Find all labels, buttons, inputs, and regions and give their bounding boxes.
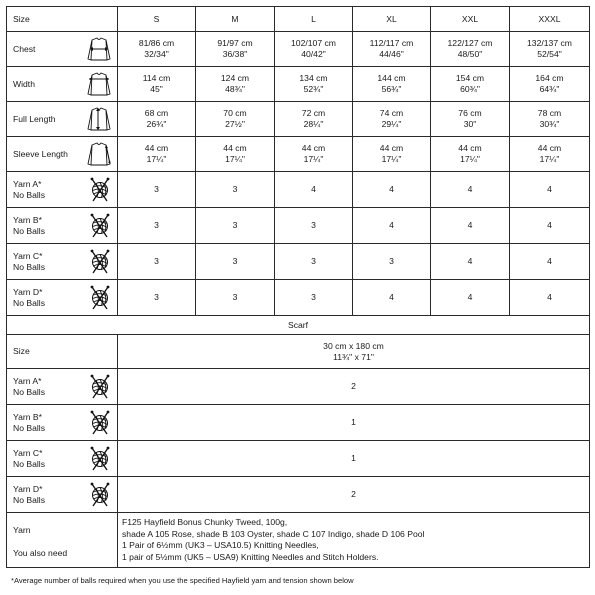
size-chart-table bbox=[6, 6, 590, 568]
size-header-label: Size bbox=[7, 7, 118, 32]
cell-xl bbox=[353, 102, 431, 137]
measure-row bbox=[7, 102, 590, 137]
no-balls-label: No Balls bbox=[13, 297, 45, 308]
size-header-m: M bbox=[196, 7, 275, 32]
row-label bbox=[7, 32, 118, 67]
cell-inches: 48/50" bbox=[457, 49, 483, 59]
cell-m bbox=[196, 102, 275, 137]
cell-cm: 132/137 cm bbox=[527, 38, 572, 48]
no-balls-label: No Balls bbox=[13, 494, 45, 505]
sleeve-diagram-icon bbox=[86, 140, 114, 168]
cell-xl bbox=[353, 67, 431, 102]
cell-cm: 44 cm bbox=[458, 143, 482, 153]
cell-inches: 17¼" bbox=[225, 154, 245, 164]
scarf-size-label bbox=[7, 335, 118, 369]
cell-cm: 44 cm bbox=[223, 143, 247, 153]
ball-count-xl: 4 bbox=[353, 172, 431, 208]
scarf-title: Scarf bbox=[7, 316, 590, 335]
yarn-ball-icon bbox=[88, 283, 114, 313]
materials-line: shade A 105 Rose, shade B 103 Oyster, shade C 107 Indigo, shade D 106 Pool bbox=[122, 528, 425, 539]
cell-xl bbox=[353, 32, 431, 67]
size-header-xxl: XXL bbox=[431, 7, 510, 32]
scarf-size-label-text: Size bbox=[13, 346, 30, 356]
materials-info bbox=[118, 513, 590, 568]
yarn-label bbox=[7, 441, 118, 477]
yarn-name: Yarn D* bbox=[13, 483, 43, 494]
cell-cm: 44 cm bbox=[379, 143, 404, 153]
measure-row bbox=[7, 32, 590, 67]
materials-row bbox=[7, 513, 590, 568]
cell-xxl bbox=[431, 32, 510, 67]
cell-xxxl bbox=[510, 32, 590, 67]
no-balls-label: No Balls bbox=[13, 386, 45, 397]
ball-count-s: 3 bbox=[118, 244, 196, 280]
yarn-label bbox=[7, 369, 118, 405]
cell-inches: 17¼" bbox=[539, 154, 560, 164]
yarn-ball-icon bbox=[88, 372, 114, 402]
yarn-name: Yarn C* bbox=[13, 447, 43, 458]
length-diagram-icon bbox=[86, 105, 114, 133]
ball-count-xxl: 4 bbox=[431, 208, 510, 244]
yarn-label bbox=[7, 244, 118, 280]
scarf-size-value bbox=[118, 335, 590, 369]
ball-count-m: 3 bbox=[196, 208, 275, 244]
row-label bbox=[7, 67, 118, 102]
cell-cm: 164 cm bbox=[535, 73, 564, 83]
cell-cm: 76 cm bbox=[458, 108, 482, 118]
cell-l bbox=[275, 102, 353, 137]
cell-cm: 144 cm bbox=[377, 73, 406, 83]
yarn-ball-icon bbox=[88, 480, 114, 510]
cell-m bbox=[196, 32, 275, 67]
measure-row bbox=[7, 67, 590, 102]
cell-cm: 91/97 cm bbox=[217, 38, 253, 48]
yarn-ball-icon bbox=[88, 211, 114, 241]
ball-count-xxl: 4 bbox=[431, 172, 510, 208]
row-label-text: Chest bbox=[13, 43, 36, 54]
cell-xxl bbox=[431, 67, 510, 102]
yarn-row bbox=[7, 172, 590, 208]
cell-inches: 29¼" bbox=[381, 119, 402, 129]
yarn-ball-icon bbox=[88, 247, 114, 277]
cell-xxl bbox=[431, 102, 510, 137]
cell-cm: 44 cm bbox=[144, 143, 169, 153]
ball-count-s: 3 bbox=[118, 172, 196, 208]
cell-s bbox=[118, 67, 196, 102]
cell-cm: 102/107 cm bbox=[291, 38, 336, 48]
cell-xxxl bbox=[510, 102, 590, 137]
cell-m bbox=[196, 137, 275, 172]
scarf-ball-count: 2 bbox=[118, 369, 590, 405]
cell-cm: 74 cm bbox=[379, 108, 404, 118]
yarn-ball-icon bbox=[88, 444, 114, 474]
yarn-ball-icon bbox=[88, 175, 114, 205]
ball-count-m: 3 bbox=[196, 280, 275, 316]
cell-cm: 70 cm bbox=[223, 108, 247, 118]
no-balls-label: No Balls bbox=[13, 422, 45, 433]
cell-l bbox=[275, 32, 353, 67]
yarn-name: Yarn B* bbox=[13, 411, 42, 422]
cell-cm: 78 cm bbox=[537, 108, 562, 118]
cell-l bbox=[275, 67, 353, 102]
row-label-text: Width bbox=[13, 78, 35, 89]
materials-line: 1 Pair of 6½mm (UK3 – USA10.5) Knitting Needles, bbox=[122, 540, 319, 550]
scarf-yarn-row bbox=[7, 405, 590, 441]
cell-cm: 44 cm bbox=[301, 143, 326, 153]
cell-cm: 114 cm bbox=[142, 73, 171, 83]
cell-inches: 48¾" bbox=[225, 84, 245, 94]
ball-count-m: 3 bbox=[196, 172, 275, 208]
scarf-yarn-row bbox=[7, 369, 590, 405]
materials-labels bbox=[7, 513, 118, 568]
cell-xxxl bbox=[510, 137, 590, 172]
cell-inches: 28¼" bbox=[303, 119, 324, 129]
row-label-text: Sleeve Length bbox=[13, 148, 68, 159]
ball-count-xxl: 4 bbox=[431, 280, 510, 316]
yarn-row bbox=[7, 208, 590, 244]
cell-inches: 44/46" bbox=[379, 49, 404, 59]
ball-count-s: 3 bbox=[118, 280, 196, 316]
ball-count-xl: 3 bbox=[353, 244, 431, 280]
cell-inches: 45" bbox=[150, 84, 163, 94]
ball-count-l: 3 bbox=[275, 208, 353, 244]
cell-cm: 44 cm bbox=[537, 143, 562, 153]
yarn-label bbox=[7, 280, 118, 316]
scarf-title-row bbox=[7, 316, 590, 335]
size-header-l: L bbox=[275, 7, 353, 32]
scarf-ball-count: 2 bbox=[118, 477, 590, 513]
scarf-size-row bbox=[7, 335, 590, 369]
cell-inches: 60¾" bbox=[460, 84, 480, 94]
cell-inches: 30¾" bbox=[539, 119, 560, 129]
row-label bbox=[7, 102, 118, 137]
cell-inches: 36/38" bbox=[222, 49, 248, 59]
scarf-size-inches: 11¾" x 71" bbox=[333, 351, 374, 362]
measure-row bbox=[7, 137, 590, 172]
cell-inches: 17¼" bbox=[460, 154, 480, 164]
cell-s bbox=[118, 137, 196, 172]
cell-inches: 26¾" bbox=[146, 119, 167, 129]
header-row bbox=[7, 7, 590, 32]
cell-inches: 30" bbox=[463, 119, 477, 129]
cell-cm: 124 cm bbox=[220, 73, 250, 83]
ball-count-xxxl: 4 bbox=[510, 172, 590, 208]
cell-xxl bbox=[431, 137, 510, 172]
ball-count-s: 3 bbox=[118, 208, 196, 244]
scarf-yarn-row bbox=[7, 441, 590, 477]
cell-inches: 32/34" bbox=[144, 49, 169, 59]
ball-count-m: 3 bbox=[196, 244, 275, 280]
cell-cm: 112/117 cm bbox=[369, 38, 414, 48]
row-label-text: Full Length bbox=[13, 113, 56, 124]
cell-inches: 17¼" bbox=[146, 154, 167, 164]
cell-inches: 64¾" bbox=[539, 84, 560, 94]
cell-xxxl bbox=[510, 67, 590, 102]
yarn-label-text: Yarn bbox=[13, 525, 31, 535]
yarn-label bbox=[7, 172, 118, 208]
no-balls-label: No Balls bbox=[13, 458, 45, 469]
ball-count-xl: 4 bbox=[353, 280, 431, 316]
yarn-ball-icon bbox=[88, 408, 114, 438]
row-label bbox=[7, 137, 118, 172]
cell-inches: 56¾" bbox=[381, 84, 402, 94]
cell-cm: 154 cm bbox=[455, 73, 485, 83]
yarn-label bbox=[7, 477, 118, 513]
cell-cm: 68 cm bbox=[144, 108, 169, 118]
no-balls-label: No Balls bbox=[13, 261, 45, 272]
yarn-name: Yarn B* bbox=[13, 214, 42, 225]
cell-inches: 17¼" bbox=[381, 154, 402, 164]
cell-cm: 81/86 cm bbox=[138, 38, 175, 48]
cell-inches: 52/54" bbox=[537, 49, 562, 59]
width-diagram-icon bbox=[86, 70, 114, 98]
cell-cm: 72 cm bbox=[301, 108, 326, 118]
cell-cm: 122/127 cm bbox=[447, 38, 493, 48]
scarf-ball-count: 1 bbox=[118, 405, 590, 441]
chest-diagram-icon bbox=[86, 35, 114, 63]
ball-count-l: 4 bbox=[275, 172, 353, 208]
ball-count-xl: 4 bbox=[353, 208, 431, 244]
cell-m bbox=[196, 67, 275, 102]
ball-count-l: 3 bbox=[275, 244, 353, 280]
ball-count-xxl: 4 bbox=[431, 244, 510, 280]
yarn-row bbox=[7, 244, 590, 280]
scarf-yarn-row bbox=[7, 477, 590, 513]
yarn-name: Yarn D* bbox=[13, 286, 43, 297]
scarf-ball-count: 1 bbox=[118, 441, 590, 477]
cell-l bbox=[275, 137, 353, 172]
cell-cm: 134 cm bbox=[299, 73, 328, 83]
ball-count-xxxl: 4 bbox=[510, 208, 590, 244]
no-balls-label: No Balls bbox=[13, 225, 45, 236]
cell-inches: 40/42" bbox=[301, 49, 326, 59]
cell-inches: 27½" bbox=[225, 119, 245, 129]
yarn-row bbox=[7, 280, 590, 316]
cell-s bbox=[118, 32, 196, 67]
materials-line: F125 Hayfield Bonus Chunky Tweed, 100g, bbox=[122, 517, 288, 527]
cell-inches: 52¾" bbox=[303, 84, 324, 94]
ball-count-xxxl: 4 bbox=[510, 244, 590, 280]
yarn-name: Yarn A* bbox=[13, 375, 42, 386]
size-header-s: S bbox=[118, 7, 196, 32]
no-balls-label: No Balls bbox=[13, 189, 45, 200]
ball-count-xxxl: 4 bbox=[510, 280, 590, 316]
ball-count-l: 3 bbox=[275, 280, 353, 316]
yarn-name: Yarn A* bbox=[13, 178, 42, 189]
cell-s bbox=[118, 102, 196, 137]
yarn-label bbox=[7, 208, 118, 244]
yarn-name: Yarn C* bbox=[13, 250, 43, 261]
scarf-size-cm: 30 cm x 180 cm bbox=[323, 340, 384, 351]
size-header-xl: XL bbox=[353, 7, 431, 32]
footnote: *Average number of balls required when you use the specified Hayfield yarn and tension shown below bbox=[11, 576, 354, 585]
cell-xl bbox=[353, 137, 431, 172]
yarn-label bbox=[7, 405, 118, 441]
also-need-label: You also need bbox=[13, 547, 68, 558]
cell-inches: 17¼" bbox=[303, 154, 324, 164]
size-header-xxxl: XXXL bbox=[510, 7, 590, 32]
materials-line: 1 pair of 5½mm (UK5 – USA9) Knitting Needles and Stitch Holders. bbox=[122, 551, 379, 562]
